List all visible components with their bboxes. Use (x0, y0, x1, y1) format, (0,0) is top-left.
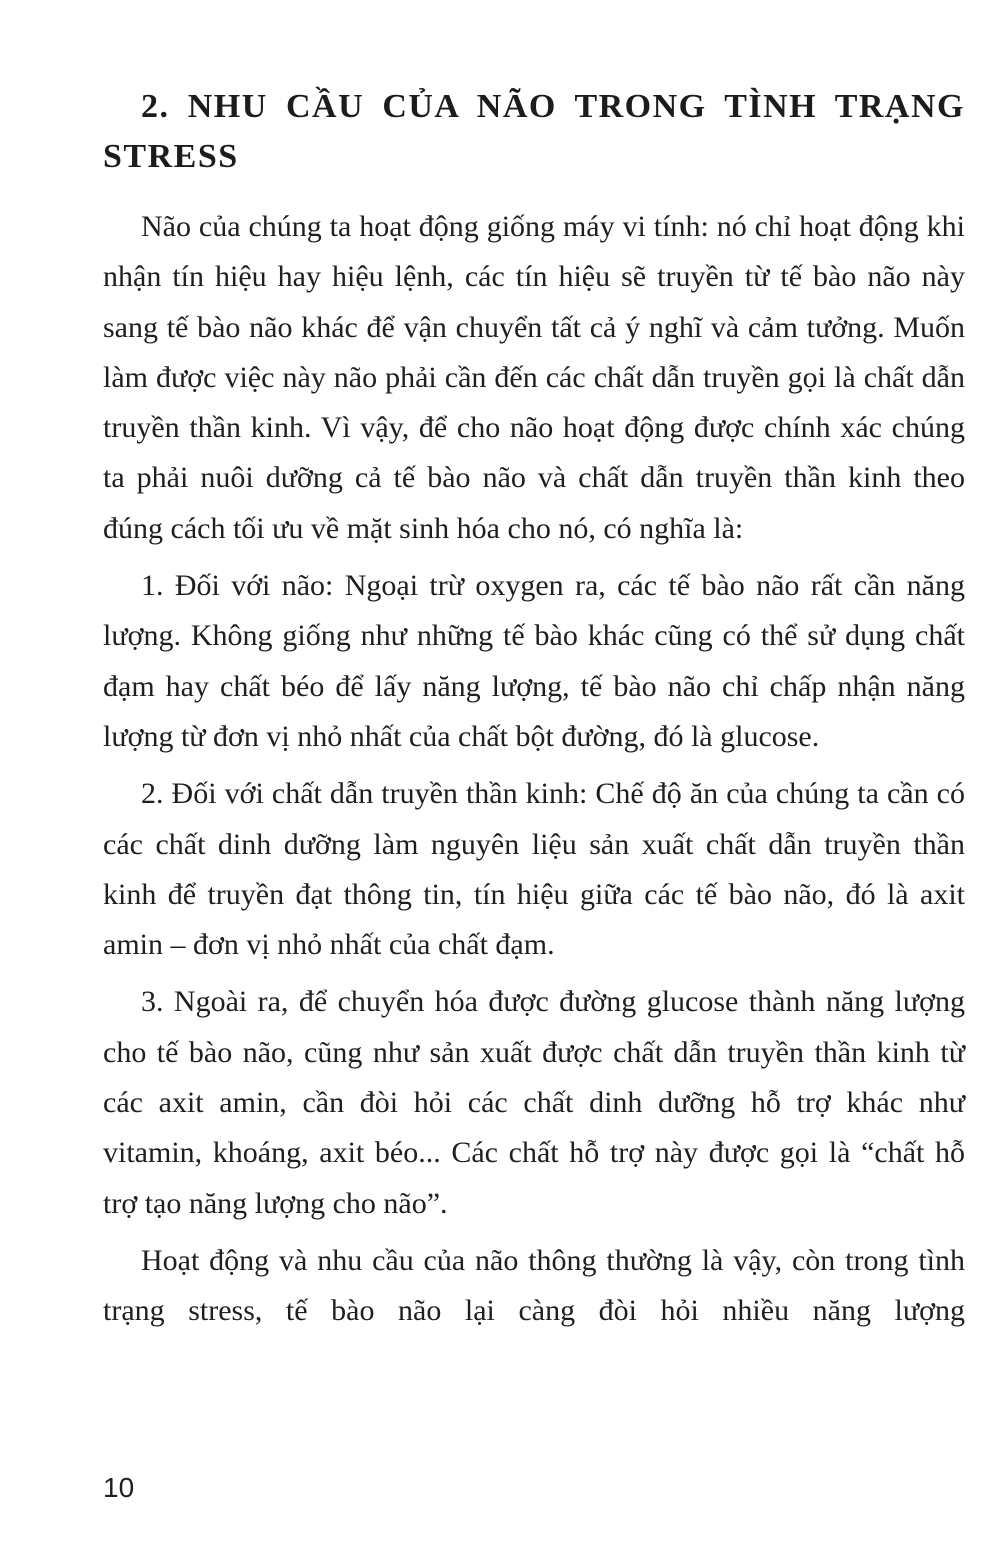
paragraph-closing: Hoạt động và nhu cầu của não thông thường là vậy, còn trong tình trạng stress, tế bào não lại càng đòi hỏi nhiều năng lượng (103, 1243, 965, 1328)
section-heading: 2. NHU CẦU CỦA NÃO TRONG TÌNH TRẠNG STRESS (103, 88, 965, 175)
paragraph-item-3: 3. Ngoài ra, để chuyển hóa được đường glucose thành năng lượng cho tế bào não, cũng như sản xuất được chất dẫn truyền thần kinh từ các axit amin, cần đòi hỏi các chất dinh dưỡng hỗ trợ khác như vitamin, khoáng, axit béo... Các chất hỗ trợ này được gọi là “chất hỗ trợ tạo năng lượng cho não”. (103, 985, 965, 1220)
paragraph-item-2: 2. Đối với chất dẫn truyền thần kinh: Chế độ ăn của chúng ta cần có các chất dinh dưỡng làm nguyên liệu sản xuất chất dẫn truyền thần kinh để truyền đạt thông tin, tín hiệu giữa các tế bào não, đó là axit amin – đơn vị nhỏ nhất của chất đạm. (103, 777, 965, 962)
paragraph-intro: Não của chúng ta hoạt động giống máy vi tính: nó chỉ hoạt động khi nhận tín hiệu hay hiệu lệnh, các tín hiệu sẽ truyền từ tế bào não này sang tế bào não khác để vận chuyển tất cả ý nghĩ và cảm tưởng. Muốn làm được việc này não phải cần đến các chất dẫn truyền gọi là chất dẫn truyền thần kinh. Vì vậy, để cho não hoạt động được chính xác chúng ta phải nuôi dưỡng cả tế bào não và chất dẫn truyền thần kinh theo đúng cách tối ưu về mặt sinh hóa cho nó, có nghĩa là: (103, 210, 965, 545)
body-text (103, 202, 965, 1344)
paragraph-item-1: 1. Đối với não: Ngoại trừ oxygen ra, các tế bào não rất cần năng lượng. Không giống như những tế bào khác cũng có thể sử dụng chất đạm hay chất béo để lấy năng lượng, tế bào não chỉ chấp nhận năng lượng từ đơn vị nhỏ nhất của chất bột đường, đó là glucose. (103, 569, 965, 753)
page-number: 10 (103, 1472, 135, 1503)
